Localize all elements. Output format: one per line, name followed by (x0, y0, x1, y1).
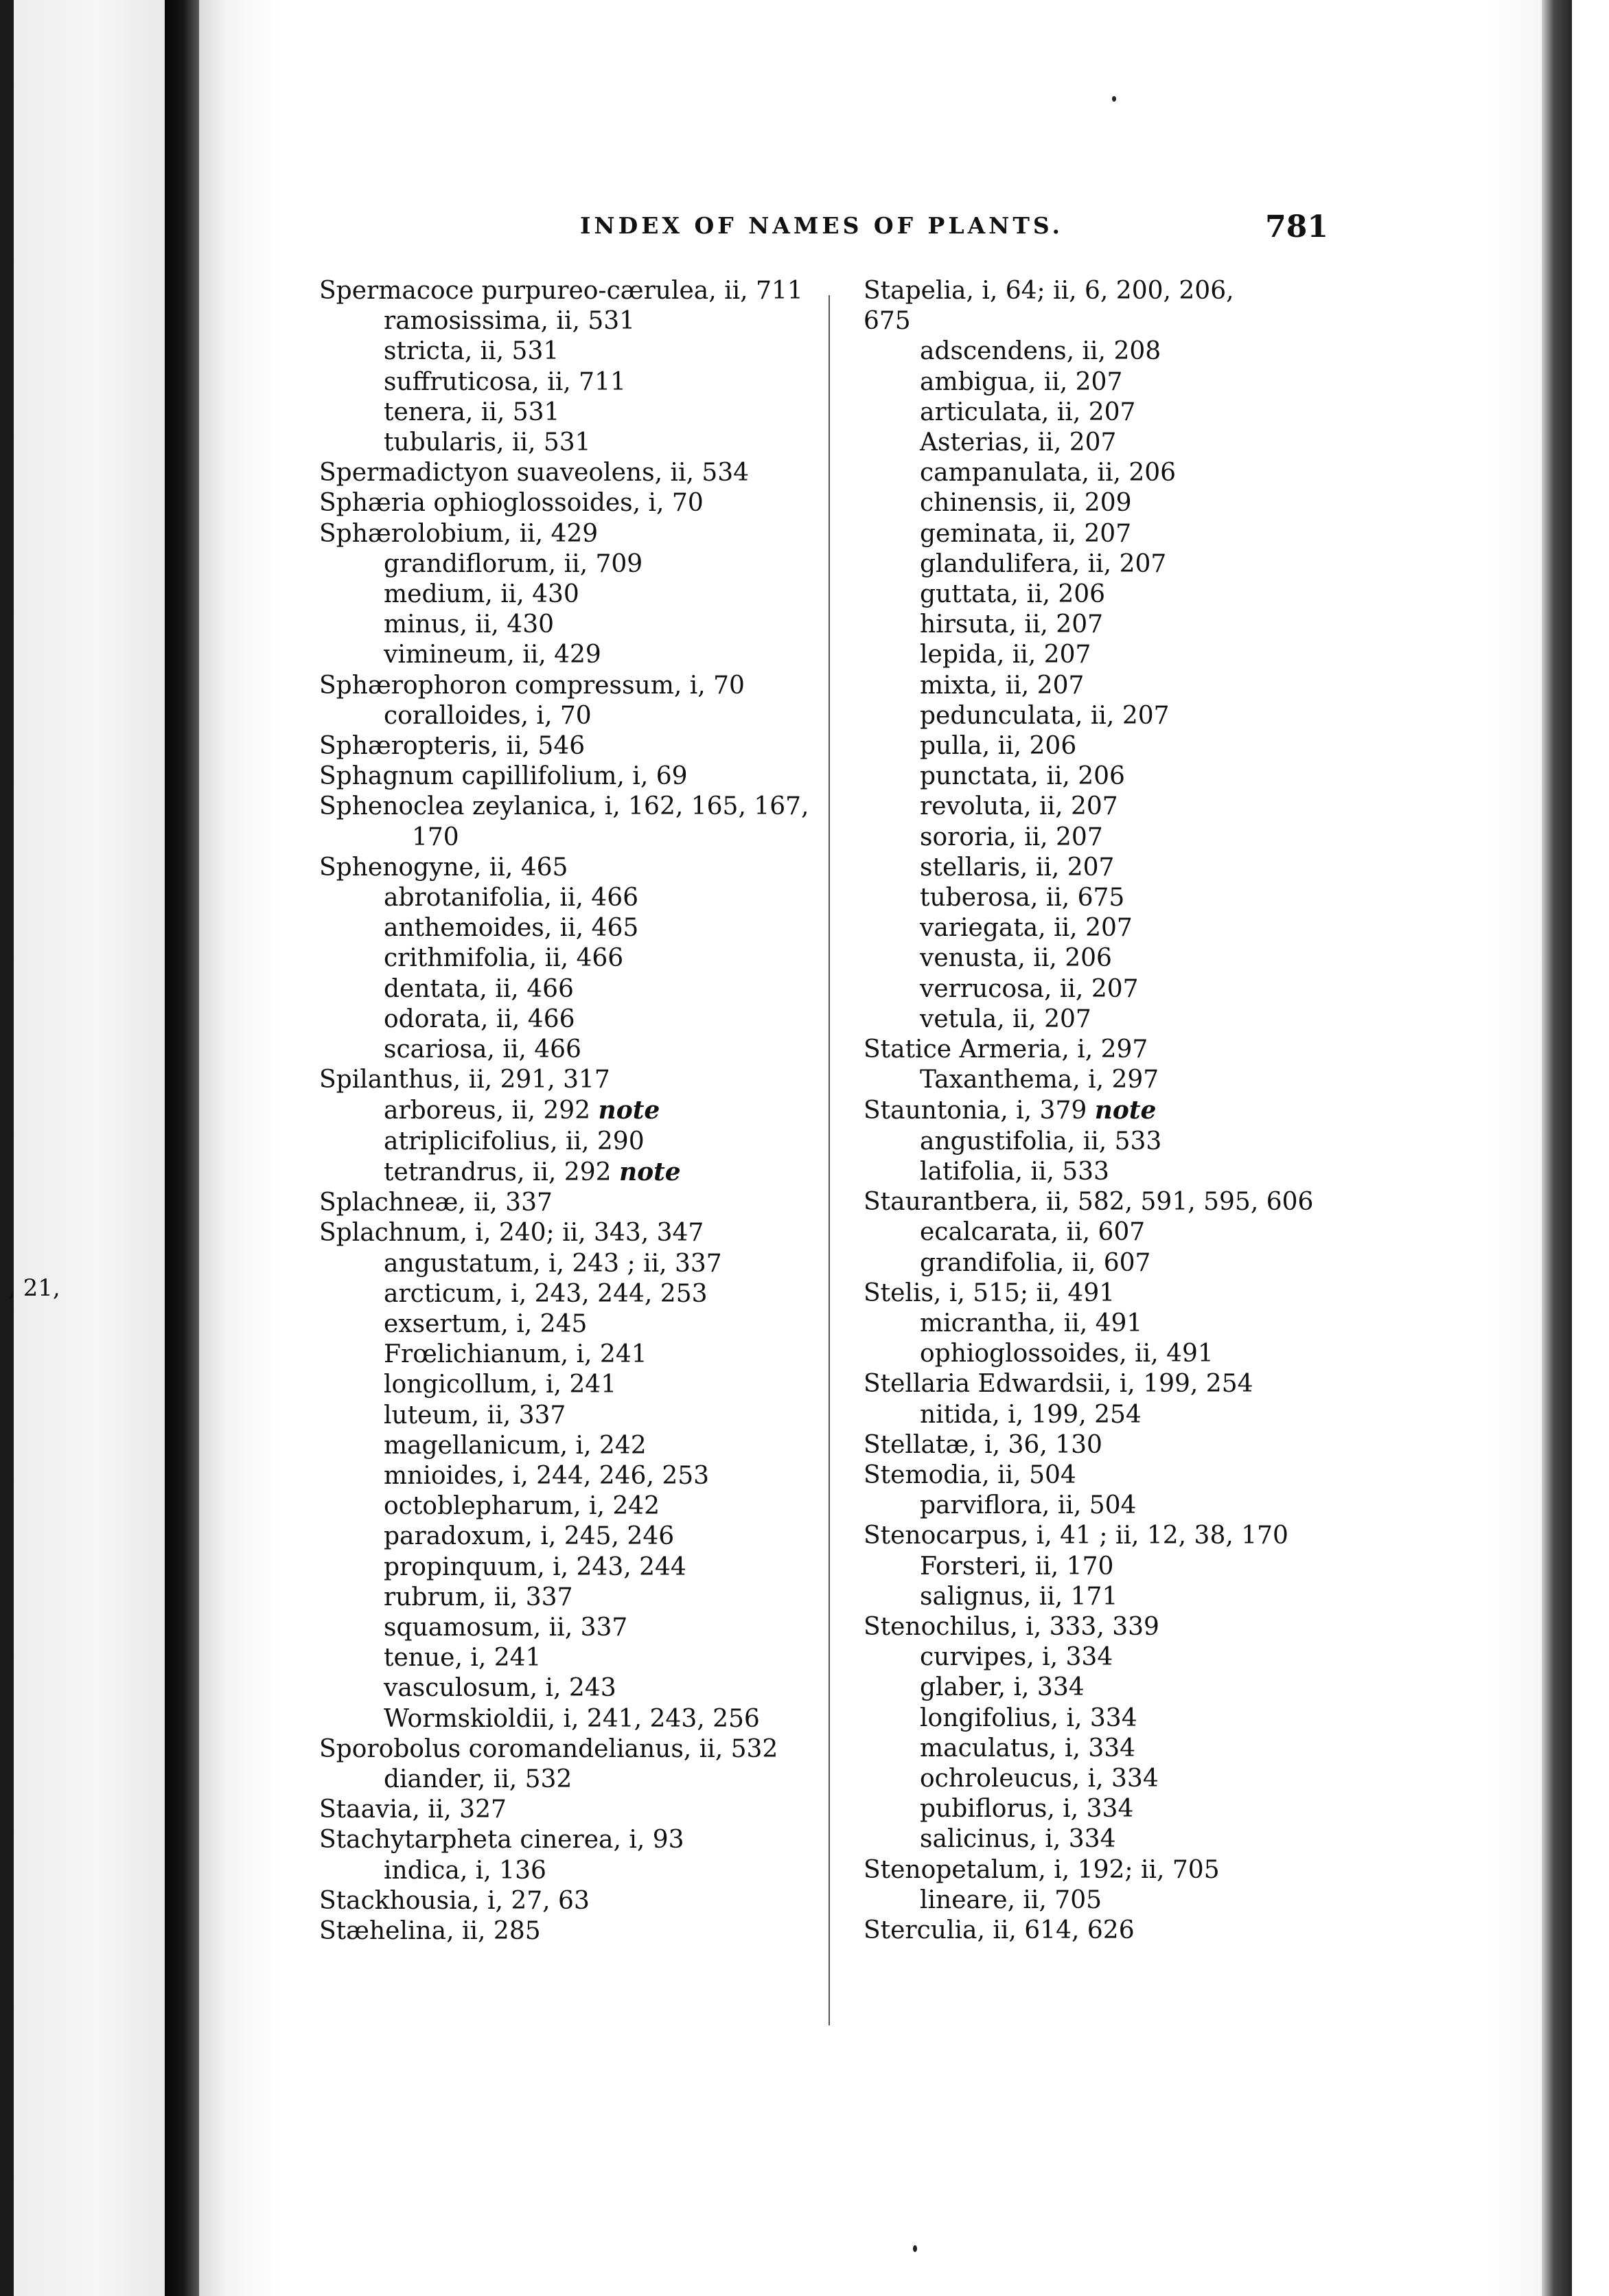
index-entry (864, 1673, 1344, 1703)
index-entry-text: grandiflorum, ii, 709 (384, 549, 643, 578)
index-entry-text: ochroleucus, i, 334 (920, 1764, 1159, 1793)
index-entry-text: vetula, ii, 207 (920, 1004, 1091, 1033)
index-entry-text: verrucosa, ii, 207 (920, 974, 1139, 1003)
index-entry-text: Staurantbera, ii, 582, 591, 595, 606 (864, 1188, 1314, 1217)
index-entry-note: note (618, 1157, 681, 1186)
index-entry-text: stellaris, ii, 207 (920, 853, 1115, 882)
index-entry-text: rubrum, ii, 337 (384, 1583, 573, 1611)
index-entry-text: grandifolia, ii, 607 (920, 1248, 1151, 1277)
print-speck (1112, 96, 1116, 102)
index-entry-text: crithmifolia, ii, 466 (384, 944, 624, 973)
index-entry (319, 1340, 841, 1370)
index-entry (864, 1157, 1344, 1187)
index-entry-text: hirsuta, ii, 207 (920, 610, 1104, 639)
index-entry-text: anthemoides, ii, 465 (384, 914, 639, 943)
index-entry (864, 1764, 1344, 1794)
index-entry-text: coralloides, i, 70 (384, 701, 592, 730)
index-entry (864, 1521, 1344, 1551)
index-entry-text: longifolius, i, 334 (920, 1703, 1137, 1732)
index-entry (319, 1916, 841, 1947)
index-entry-text: salicinus, i, 334 (920, 1825, 1116, 1854)
index-entry-text: sororia, ii, 207 (920, 823, 1103, 851)
index-entry-text: vimineum, ii, 429 (384, 641, 601, 669)
index-entry (864, 1095, 1344, 1126)
index-entry (864, 1400, 1344, 1430)
index-entry (319, 883, 841, 913)
index-entry-text: Sphagnum capillifolium, i, 69 (319, 762, 688, 791)
index-entry (319, 913, 841, 943)
index-entry (319, 1309, 841, 1340)
index-entry-text: Statice Armeria, i, 297 (864, 1035, 1148, 1064)
index-entry (864, 1552, 1344, 1582)
index-entry-text: 675 (864, 307, 911, 336)
index-entry-text: ophioglossoides, ii, 491 (920, 1340, 1214, 1368)
index-entry (864, 1794, 1344, 1824)
index-entry (864, 1035, 1344, 1065)
index-entry-text: pubiflorus, i, 334 (920, 1795, 1134, 1824)
index-entry (319, 1461, 841, 1491)
left-page-fragment: , 21, (8, 1274, 60, 1302)
column-divider (829, 295, 830, 2025)
index-entry-text: suffruticosa, ii, 711 (384, 367, 626, 396)
index-entry (864, 1004, 1344, 1035)
index-entry-text: magellanicum, i, 242 (384, 1431, 647, 1460)
index-entry-text: octoblepharum, i, 242 (384, 1492, 660, 1521)
index-entry-text: tetrandrus, ii, 292 (384, 1158, 612, 1186)
index-entry-text: Spilanthus, ii, 291, 317 (319, 1066, 610, 1094)
print-speck (913, 2245, 917, 2252)
index-entry-text: salignus, ii, 171 (920, 1582, 1118, 1611)
index-entry-text: Stenopetalum, i, 192; ii, 705 (864, 1855, 1220, 1884)
index-entry (319, 1552, 841, 1583)
index-entry-text: parviflora, ii, 504 (920, 1491, 1137, 1520)
index-entry (319, 1825, 841, 1855)
index-entry-text: squamosum, ii, 337 (384, 1613, 628, 1642)
index-entry (864, 640, 1344, 670)
index-entry-text: mixta, ii, 207 (920, 671, 1085, 700)
index-entry-text: dentata, ii, 466 (384, 974, 574, 1003)
index-entry-text: tuberosa, ii, 675 (920, 884, 1125, 912)
index-entry (319, 1401, 841, 1431)
index-entry (319, 974, 841, 1004)
index-entry (864, 1916, 1344, 1946)
index-entry (319, 1004, 841, 1035)
index-entry (864, 701, 1344, 731)
book-gutter (165, 0, 199, 2296)
index-entry-text: Sphæropteris, ii, 546 (319, 732, 586, 761)
index-entry (319, 1886, 841, 1916)
index-entry (864, 367, 1344, 398)
index-entry-text: venusta, ii, 206 (920, 944, 1112, 973)
index-entry (864, 1065, 1344, 1095)
index-entry-text: longicollum, i, 241 (384, 1370, 617, 1399)
index-entry-text: Stæhelina, ii, 285 (319, 1916, 541, 1945)
index-entry (864, 519, 1344, 549)
index-entry-text: chinensis, ii, 209 (920, 489, 1132, 518)
index-entry (864, 671, 1344, 701)
index-entry-text: lineare, ii, 705 (920, 1885, 1102, 1914)
index-entry-text: Stauntonia, i, 379 (864, 1097, 1087, 1125)
index-column-left (319, 276, 841, 1947)
index-entry-text: ambigua, ii, 207 (920, 367, 1123, 396)
index-entry-text: ramosissima, ii, 531 (384, 307, 636, 336)
index-entry (319, 1249, 841, 1279)
index-entry (864, 1217, 1344, 1248)
left-page-edge (0, 0, 14, 2296)
index-entry-text: glandulifera, ii, 207 (920, 549, 1167, 578)
index-entry (319, 488, 841, 518)
index-entry (319, 549, 841, 579)
page-header (580, 209, 1328, 251)
index-entry (864, 1278, 1344, 1309)
index-entry-text: Sphærolobium, ii, 429 (319, 519, 599, 548)
index-entry (319, 428, 841, 458)
index-entry-text: ecalcarata, ii, 607 (920, 1218, 1146, 1247)
index-entry-text: arcticum, i, 243, 244, 253 (384, 1279, 708, 1308)
index-entry-text: tubularis, ii, 531 (384, 428, 591, 457)
index-entry (319, 519, 841, 549)
index-entry (864, 1187, 1344, 1217)
index-entry-text: luteum, ii, 337 (384, 1401, 566, 1430)
index-entry-text: campanulata, ii, 206 (920, 459, 1177, 487)
index-entry (864, 610, 1344, 640)
index-entry (319, 1583, 841, 1613)
running-title: INDEX OF NAMES OF PLANTS. (580, 212, 1064, 239)
index-entry-text: tenue, i, 241 (384, 1644, 542, 1673)
index-entry-text: glaber, i, 334 (920, 1673, 1085, 1702)
index-entry-text: variegata, ii, 207 (920, 914, 1133, 943)
index-entry-text: Sphærophoron compressum, i, 70 (319, 671, 745, 700)
index-entry-text: pulla, ii, 206 (920, 732, 1077, 761)
index-entry (319, 579, 841, 610)
index-entry (319, 398, 841, 428)
index-entry-text: maculatus, i, 334 (920, 1734, 1136, 1763)
index-entry-text: propinquum, i, 243, 244 (384, 1552, 686, 1581)
index-entry (864, 1703, 1344, 1734)
index-entry (319, 1157, 841, 1188)
index-entry (864, 428, 1344, 458)
index-entry (319, 853, 841, 883)
index-entry (319, 1218, 841, 1248)
index-entry-text: Wormskioldii, i, 241, 243, 256 (384, 1704, 760, 1733)
index-entry-text: Sporobolus coromandelianus, ii, 532 (319, 1734, 778, 1763)
index-entry (319, 1765, 841, 1795)
index-entry-text: pedunculata, ii, 207 (920, 701, 1170, 730)
index-entry-text: Stenochilus, i, 333, 339 (864, 1612, 1159, 1641)
index-entry (319, 458, 841, 488)
index-entry (864, 1824, 1344, 1855)
index-entry-text: stricta, ii, 531 (384, 337, 559, 366)
index-entry-text: arboreus, ii, 292 (384, 1097, 591, 1125)
index-entry (319, 1095, 841, 1126)
index-entry (319, 1127, 841, 1157)
index-entry-text: atriplicifolius, ii, 290 (384, 1127, 645, 1156)
index-entry-text: adscendens, ii, 208 (920, 337, 1161, 366)
index-entry (864, 488, 1344, 518)
index-entry (319, 1188, 841, 1218)
left-page-margin (0, 0, 165, 2296)
index-entry (319, 1522, 841, 1552)
index-entry (864, 1855, 1344, 1885)
index-entry (319, 823, 841, 853)
index-entry-text: Stenocarpus, i, 41 ; ii, 12, 38, 170 (864, 1522, 1288, 1550)
index-entry (864, 943, 1344, 974)
index-entry-note: note (598, 1096, 660, 1125)
index-entry (319, 610, 841, 640)
index-entry-text: Taxanthema, i, 297 (920, 1066, 1159, 1094)
index-entry-text: Sphenoclea zeylanica, i, 162, 165, 167, (319, 792, 809, 821)
index-entry-text: lepida, ii, 207 (920, 641, 1091, 669)
index-entry (864, 1642, 1344, 1673)
index-entry-text: guttata, ii, 206 (920, 580, 1106, 609)
index-entry-text: Stachytarpheta cinerea, i, 93 (319, 1826, 684, 1855)
index-entry-text: Stelis, i, 515; ii, 491 (864, 1278, 1115, 1307)
index-entry (319, 1035, 841, 1065)
index-entry-text: Spermadictyon suaveolens, ii, 534 (319, 459, 750, 487)
index-entry-text: odorata, ii, 466 (384, 1004, 575, 1033)
index-entry (864, 549, 1344, 579)
index-entry (864, 276, 1344, 306)
index-entry-text: revoluta, ii, 207 (920, 792, 1118, 821)
index-entry-text: Staavia, ii, 327 (319, 1795, 507, 1824)
index-entry-text: 170 (412, 823, 459, 851)
index-entry (319, 1370, 841, 1400)
index-entry (319, 306, 841, 336)
index-entry-text: articulata, ii, 207 (920, 398, 1136, 426)
index-entry-text: Stellaria Edwardsii, i, 199, 254 (864, 1370, 1253, 1399)
index-entry-text: Stemodia, ii, 504 (864, 1460, 1076, 1489)
index-entry (864, 913, 1344, 943)
index-entry (864, 974, 1344, 1004)
index-entry (864, 1339, 1344, 1369)
index-entry (319, 792, 841, 822)
index-entry-text: Spermacoce purpureo-cærulea, ii, 711 (319, 277, 803, 305)
index-entry (864, 579, 1344, 610)
index-entry-text: medium, ii, 430 (384, 580, 579, 609)
index-entry-text: mnioides, i, 244, 246, 253 (384, 1461, 710, 1490)
index-entry-text: Splachneæ, ii, 337 (319, 1189, 553, 1217)
index-entry (319, 336, 841, 367)
index-entry (319, 367, 841, 398)
index-entry (319, 1856, 841, 1886)
index-entry (319, 1704, 841, 1734)
index-entry (319, 1673, 841, 1703)
index-entry (319, 1491, 841, 1522)
index-entry (864, 1248, 1344, 1278)
index-entry-text: paradoxum, i, 245, 246 (384, 1522, 675, 1551)
index-entry-text: angustifolia, ii, 533 (920, 1127, 1162, 1156)
index-entry-text: Splachnum, i, 240; ii, 343, 347 (319, 1219, 704, 1248)
index-entry (319, 943, 841, 974)
index-entry-text: vasculosum, i, 243 (384, 1674, 616, 1703)
index-entry (864, 1734, 1344, 1764)
index-entry-text: nitida, i, 199, 254 (920, 1400, 1142, 1429)
index-entry-text: Stackhousia, i, 27, 63 (319, 1886, 590, 1915)
index-entry-text: geminata, ii, 207 (920, 519, 1132, 548)
index-entry-text: exsertum, i, 245 (384, 1309, 588, 1338)
index-entry (864, 1369, 1344, 1399)
index-entry (864, 1430, 1344, 1460)
index-entry (319, 671, 841, 701)
index-entry (864, 1127, 1344, 1157)
right-page-edge (1542, 0, 1572, 2296)
index-entry (319, 731, 841, 761)
index-entry-text: Forsteri, ii, 170 (920, 1552, 1114, 1581)
index-entry-text: Sterculia, ii, 614, 626 (864, 1916, 1135, 1944)
index-entry-text: Stellatæ, i, 36, 130 (864, 1430, 1102, 1459)
index-entry (319, 276, 841, 306)
index-entry-text: punctata, ii, 206 (920, 762, 1125, 791)
index-entry (864, 1491, 1344, 1521)
index-entry-text: curvipes, i, 334 (920, 1643, 1113, 1672)
index-entry (864, 731, 1344, 761)
index-entry (864, 1309, 1344, 1339)
index-entry (864, 792, 1344, 822)
index-entry-text: scariosa, ii, 466 (384, 1035, 581, 1064)
index-entry-text: Asterias, ii, 207 (920, 428, 1117, 457)
index-entry (319, 701, 841, 731)
index-entry-text: micrantha, ii, 491 (920, 1309, 1143, 1338)
index-entry (864, 336, 1344, 367)
index-entry-text: diander, ii, 532 (384, 1765, 572, 1793)
index-entry-text: Sphenogyne, ii, 465 (319, 853, 568, 882)
index-entry (864, 823, 1344, 853)
index-entry (864, 458, 1344, 488)
index-entry (864, 1612, 1344, 1642)
index-entry (319, 1431, 841, 1461)
index-entry (319, 1279, 841, 1309)
index-entry-text: Frœlichianum, i, 241 (384, 1340, 647, 1369)
index-entry-text: minus, ii, 430 (384, 610, 555, 639)
index-entry (319, 1795, 841, 1825)
index-entry-text: abrotanifolia, ii, 466 (384, 884, 639, 912)
index-entry (864, 1460, 1344, 1491)
index-column-right (864, 276, 1344, 1946)
index-entry-text: Sphæria ophioglossoides, i, 70 (319, 489, 704, 518)
index-entry-text: latifolia, ii, 533 (920, 1157, 1109, 1186)
index-entry (864, 883, 1344, 913)
index-entry (864, 398, 1344, 428)
index-entry-text: indica, i, 136 (384, 1856, 546, 1885)
index-entry (319, 1065, 841, 1095)
index-entry (864, 1885, 1344, 1916)
index-entry (864, 761, 1344, 792)
index-entry (864, 1582, 1344, 1612)
index-entry (864, 853, 1344, 883)
index-entry (864, 306, 1344, 336)
index-entry (319, 1613, 841, 1643)
index-entry (319, 1643, 841, 1673)
index-entry (319, 640, 841, 670)
index-entry-text: tenera, ii, 531 (384, 398, 560, 426)
index-entry-text: angustatum, i, 243 ; ii, 337 (384, 1249, 722, 1278)
index-entry-note: note (1094, 1096, 1157, 1125)
index-entry (319, 761, 841, 792)
index-entry (319, 1734, 841, 1765)
index-entry-text: Stapelia, i, 64; ii, 6, 200, 206, (864, 277, 1234, 305)
page-number: 781 (1265, 209, 1328, 244)
